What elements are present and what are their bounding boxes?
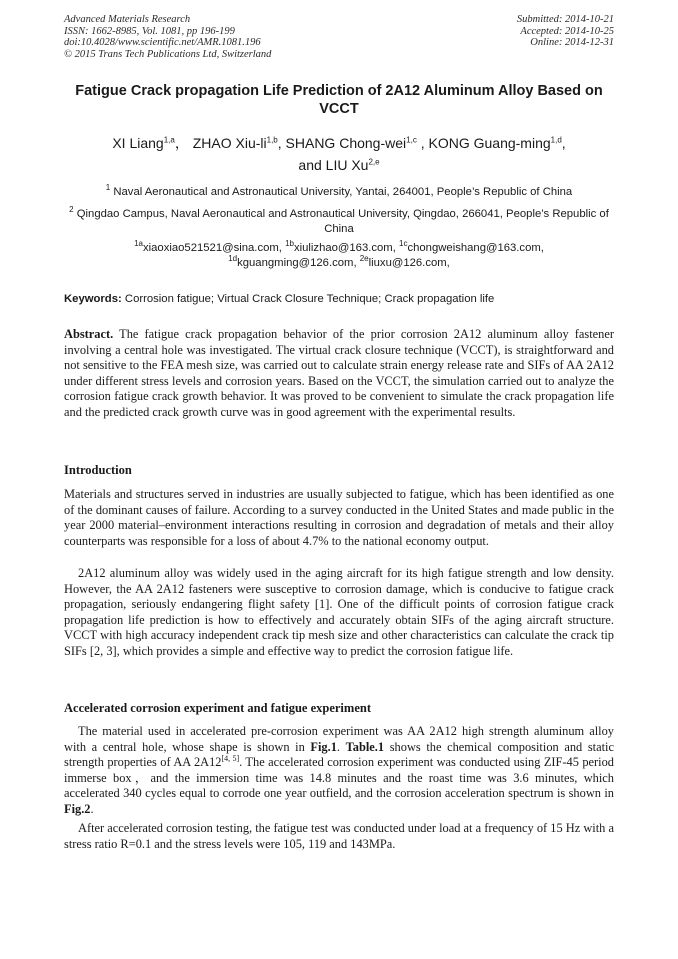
journal-name: Advanced Materials Research <box>64 14 191 25</box>
figure-2-ref: Fig.2 <box>64 801 91 816</box>
accepted-date: Accepted: 2014-10-25 <box>520 25 614 37</box>
section-heading-introduction: Introduction <box>64 463 132 477</box>
doi-line: doi:10.4028/www.scientific.net/AMR.1081.196 <box>64 37 261 48</box>
keywords-text: Corrosion fatigue; Virtual Crack Closure Technique; Crack propagation life <box>121 293 495 305</box>
text-run: shows the chemical composition and static strength properties of AA 2A12 <box>64 739 614 770</box>
author-affil-mark: 1,d <box>550 135 562 145</box>
author-name: ZHAO Xiu-li <box>192 135 267 151</box>
author-separator: , <box>561 135 566 151</box>
experiment-paragraph-2: After accelerated corrosion testing, the fatigue test was conducted under load at a frequency of 15 Hz with a stress ratio R=0.1 and the stress levels were 105, 119 and 143MPa. <box>64 821 614 851</box>
email-link[interactable]: liuxu@126.com, <box>368 256 450 269</box>
keywords <box>64 292 614 306</box>
text-run: . <box>336 739 346 754</box>
author-emails <box>64 241 614 270</box>
affiliation-1 <box>64 185 614 200</box>
author-name: SHANG Chong-wei <box>285 135 407 151</box>
text-run: The material used in accelerated pre-corrosion experiment was AA 2A12 high strength aluminum alloy with a central hole, whose shape is shown in <box>64 724 614 754</box>
email-link[interactable]: chongweishang@163.com, <box>407 242 544 254</box>
table-1-ref: Table.1 <box>345 739 385 754</box>
email-mark: 1b <box>285 239 294 249</box>
abstract-label: Abstract. <box>64 327 114 341</box>
affiliation-mark: 1 <box>105 183 111 193</box>
author-name: and LIU Xu <box>298 157 369 173</box>
author-affil-mark: 1,b <box>266 135 278 145</box>
keywords-label: Keywords: <box>64 293 122 305</box>
abstract-text: The fatigue crack propagation behavior of the prior corrosion 2A12 aluminum alloy fastener involving a central hole was investigated. The virtual crack closure technique (VCCT), is straightforward and not sensitive to the FEA mesh size, was carried out to calculate strain energy release rate and SIFs of AA 2A12 under different stress levels and corrosion years. Based on the VCCT, the simulation carried out to analyze the corrosion fatigue crack growth behavior. It was proved to be convenient to simulate the crack propagation life and the predicted crack growth curve was in good agreement with the experimental results. <box>64 327 614 419</box>
section-heading-experiment: Accelerated corrosion experiment and fatigue experiment <box>64 701 371 715</box>
author-name: KONG Guang-ming <box>428 135 551 151</box>
text-run: . The accelerated corrosion experiment was conducted using ZIF-45 period immerse box，and the immersion time was 14.8 minutes and the roast time was 3.6 minutes, which accelerated 340 cycles equal to corrode one year outfield, and the corrosion acceleration spectrum is shown in <box>64 755 614 801</box>
email-link[interactable]: kguangming@126.com, <box>237 256 360 269</box>
author-separator: , <box>416 135 429 151</box>
affiliation-2 <box>64 207 614 236</box>
email-mark: 1c <box>399 239 408 249</box>
figure-1-ref: Fig.1 <box>310 739 337 754</box>
author-affil-mark: 1,c <box>406 135 417 145</box>
experiment-paragraph-1 <box>64 724 614 818</box>
intro-paragraph-2: 2A12 aluminum alloy was widely used in the aging aircraft for its high fatigue strength and low density. However, the AA 2A12 fasteners were susceptive to corrosion damage, which is conducive to fatigue crack propagation, seriously endangering flight safety [1]. One of the difficult points of corrosion fatigue crack propagation life prediction is how to effectively and accurately obtain SIFs of the aging aircraft structure. VCCT with high accuracy independent crack tip mesh size and other characteristics can calculate the crack tip SIFs [2, 3], which provides a simple and effective way to predict the corrosion fatigue life. <box>64 566 614 658</box>
issn-line: ISSN: 1662-8985, Vol. 1081, pp 196-199 <box>64 25 235 37</box>
email-link[interactable]: xiulizhao@163.com, <box>293 242 400 254</box>
text-run: . <box>90 801 94 816</box>
author-list <box>64 132 614 176</box>
paper-title: Fatigue Crack propagation Life Prediction of 2A12 Aluminum Alloy Based on VCCT <box>75 83 603 117</box>
journal-info <box>64 14 271 60</box>
email-mark: 1a <box>134 239 143 249</box>
author-separator: , <box>277 135 286 151</box>
online-date: Online: 2014-12-31 <box>530 37 614 48</box>
email-link[interactable]: xiaoxiao521521@sina.com, <box>142 242 286 254</box>
copyright-line: © 2015 Trans Tech Publications Ltd, Switzerland <box>64 48 272 60</box>
affiliation-text: Naval Aeronautical and Astronautical University, Yantai, 264001, People’s Republic of China <box>113 186 573 198</box>
author-separator: ， <box>174 135 189 151</box>
abstract <box>64 327 614 421</box>
affiliation-text: Qingdao Campus, Naval Aeronautical and Astronautical University, Qingdao, 266041, People’s Republic of China <box>76 208 609 235</box>
affiliation-mark: 2 <box>69 205 74 215</box>
submission-dates <box>517 14 614 49</box>
intro-paragraph-1: Materials and structures served in industries are usually subjected to fatigue, which has been identified as one of the dominant causes of failure. According to a survey conducted in the United States and made public in the year 2000 material–environment interactions resulting in corrosion and degradation of metals and their alloy counterparts was responsible for a loss of about 4.7% to the national economy output. <box>64 487 614 548</box>
citation-ref: [4, 5] <box>221 754 240 764</box>
submitted-date: Submitted: 2014-10-21 <box>516 14 614 25</box>
author-affil-mark: 2,e <box>368 157 380 167</box>
email-mark: 1d <box>228 253 238 263</box>
author-name: XI Liang <box>112 135 164 151</box>
email-mark: 2e <box>359 253 369 263</box>
author-affil-mark: 1,a <box>163 135 175 145</box>
